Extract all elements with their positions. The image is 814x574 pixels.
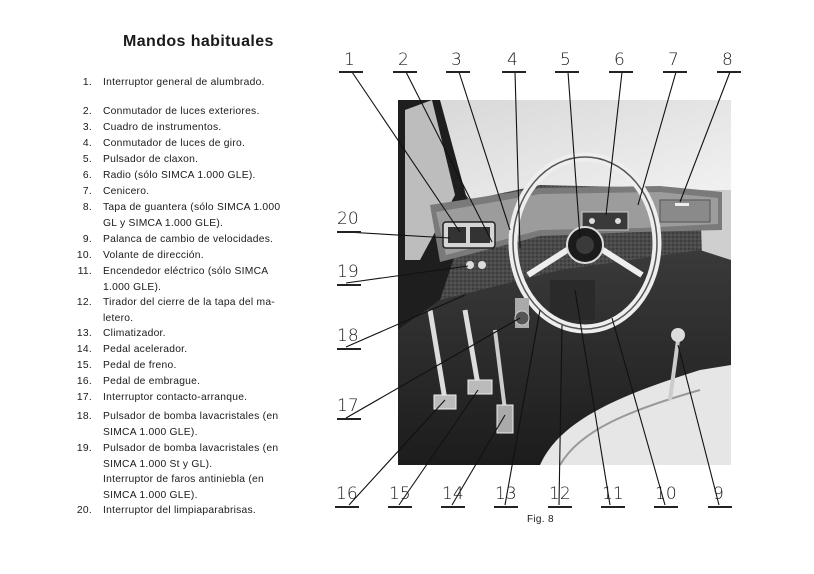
figure-caption: Fig. 8	[527, 514, 554, 525]
callout-6: 6	[614, 50, 625, 70]
callout-underline	[388, 506, 412, 508]
callout-4: 4	[507, 50, 518, 70]
page-title: Mandos habituales	[123, 33, 274, 50]
callout-3: 3	[451, 50, 462, 70]
callout-5: 5	[560, 50, 571, 70]
callout-11: 11	[602, 484, 624, 504]
callout-13: 13	[495, 484, 517, 504]
callout-19: 19	[337, 262, 359, 282]
callout-underline	[337, 348, 361, 350]
callout-15: 15	[389, 484, 411, 504]
callout-underline	[335, 506, 359, 508]
callout-underline	[337, 418, 361, 420]
callout-underline	[339, 71, 363, 73]
callout-underline	[337, 284, 361, 286]
callout-underline	[337, 231, 361, 233]
callout-underline	[548, 506, 572, 508]
callout-1: 1	[344, 50, 355, 70]
callout-underline	[555, 71, 579, 73]
callout-16: 16	[336, 484, 358, 504]
callout-underline	[494, 506, 518, 508]
callout-underline	[663, 71, 687, 73]
callout-2: 2	[398, 50, 409, 70]
callout-underline	[502, 71, 526, 73]
callout-underline	[441, 506, 465, 508]
callout-underline	[446, 71, 470, 73]
callout-17: 17	[337, 396, 359, 416]
callout-10: 10	[655, 484, 677, 504]
callout-12: 12	[549, 484, 571, 504]
callout-9: 9	[713, 484, 724, 504]
callout-18: 18	[337, 326, 359, 346]
callout-8: 8	[722, 50, 733, 70]
callout-underline	[708, 506, 732, 508]
callout-underline	[717, 71, 741, 73]
callout-7: 7	[668, 50, 679, 70]
callout-underline	[654, 506, 678, 508]
callout-underline	[609, 71, 633, 73]
callout-20: 20	[337, 209, 359, 229]
callout-underline	[393, 71, 417, 73]
callout-14: 14	[442, 484, 464, 504]
callout-underline	[601, 506, 625, 508]
